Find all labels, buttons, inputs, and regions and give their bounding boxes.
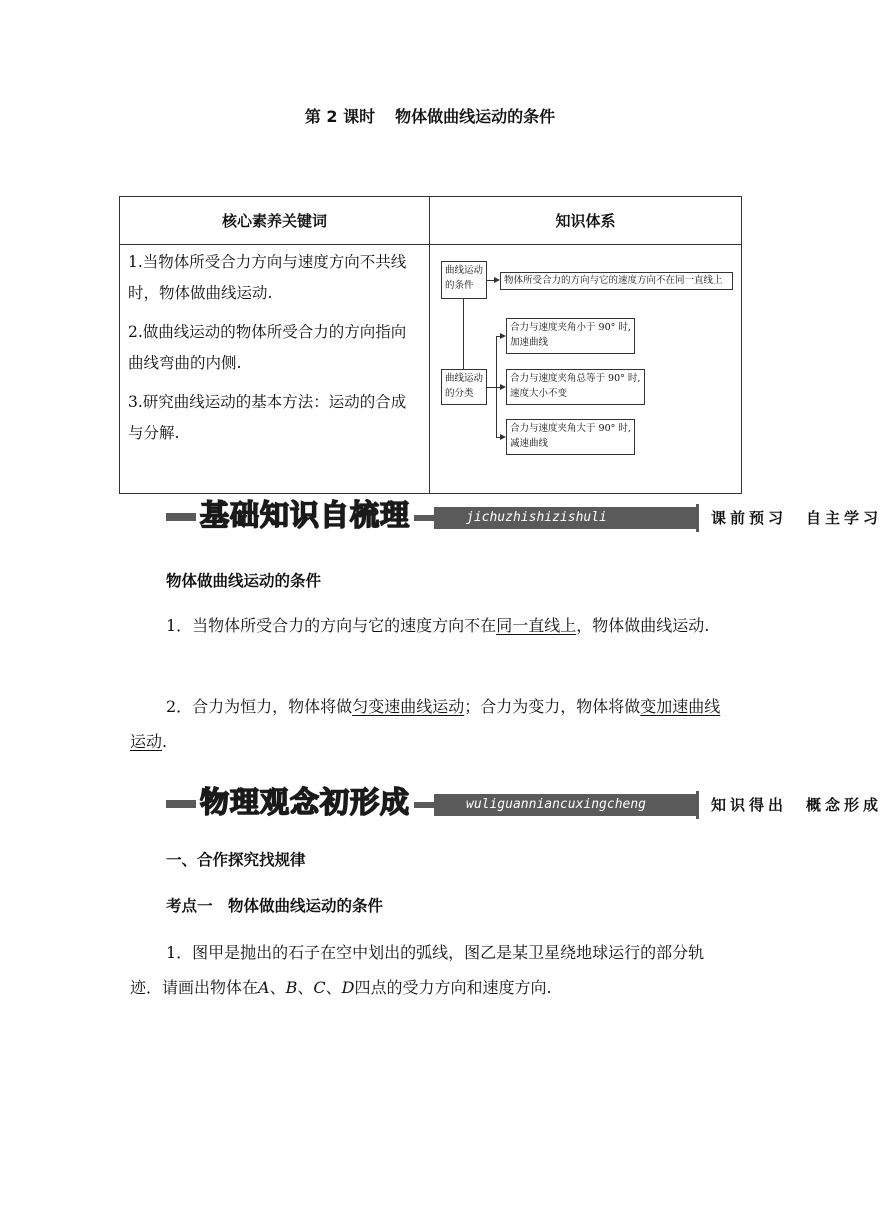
branch-line: 合力与速度夹角总等于 90° 时, — [510, 373, 641, 384]
condition-box: 物体所受合力的方向与它的速度方向不在同一直线上 — [500, 272, 733, 290]
page-title — [0, 104, 860, 127]
condition-label-box — [441, 261, 487, 299]
classification-label-line: 曲线运动 — [445, 373, 484, 384]
knowledge-diagram — [430, 245, 741, 493]
summary-table — [119, 196, 742, 494]
banner-pinyin: jichuzhishizishuli — [434, 507, 696, 529]
answer-underline: 变加速曲线运动 — [130, 697, 721, 751]
section-heading: 一、合作探究找规律 — [166, 851, 306, 869]
text-run: 2．合力为恒力，物体将做 — [166, 697, 353, 716]
banner-heading: 物理观念初形成 — [196, 785, 414, 819]
point-label: A — [258, 978, 270, 997]
text-run: ；合力为变力，物体将做 — [464, 697, 641, 716]
condition-label-line: 的条件 — [445, 280, 474, 291]
text-run: 、 — [325, 978, 342, 997]
banner-bar — [166, 513, 196, 515]
connector-line — [463, 299, 464, 369]
section-banner-basics — [166, 498, 882, 532]
keywords-header: 核心素养关键词 — [120, 197, 430, 245]
branch-line: 合力与速度夹角大于 90° 时, — [510, 423, 631, 434]
knowledge-header: 知识体系 — [430, 197, 742, 245]
text-run: 1．图甲是抛出的石子在空中划出的弧线，图乙是某卫星绕地球运行的部分轨迹．请画出物体在 — [130, 943, 705, 997]
connector-line — [487, 387, 496, 388]
banner-bar — [166, 800, 196, 802]
classification-label-box — [441, 369, 487, 405]
knowledge-cell — [430, 245, 742, 494]
subsection-heading: 考点一 物体做曲线运动的条件 — [166, 897, 384, 915]
branch-line: 减速曲线 — [510, 438, 549, 449]
keyword-item: 3.研究曲线运动的基本方法：运动的合成与分解. — [128, 393, 407, 442]
condition-label-line: 曲线运动 — [445, 265, 484, 276]
branch-line: 加速曲线 — [510, 337, 549, 348]
section-banner-concepts — [166, 785, 882, 819]
branch-decelerate-box — [506, 419, 635, 455]
branch-line: 速度大小不变 — [510, 388, 568, 399]
banner-heading: 基础知识自梳理 — [196, 498, 414, 532]
paragraph-2 — [130, 689, 730, 759]
lesson-number: 第 2 课时 — [304, 107, 376, 126]
classification-label-line: 的分类 — [445, 388, 474, 399]
branch-line: 合力与速度夹角小于 90° 时, — [510, 322, 631, 333]
paragraph-1 — [130, 608, 730, 643]
point-label: D — [341, 978, 355, 997]
text-run: 四点的受力方向和速度方向. — [354, 978, 552, 997]
text-run: 、 — [297, 978, 314, 997]
banner-tag: 知识得出 概念形成 — [696, 791, 860, 819]
text-run: 1．当物体所受合力的方向与它的速度方向不在 — [166, 616, 497, 635]
answer-underline: 同一直线上 — [496, 616, 577, 635]
section-heading: 物体做曲线运动的条件 — [166, 572, 322, 590]
text-run: ，物体做曲线运动. — [576, 616, 710, 635]
banner-pinyin: wuliguanniancuxingcheng — [434, 794, 696, 816]
text-run: . — [162, 732, 168, 751]
branch-constant-speed-box — [506, 369, 645, 405]
answer-underline: 匀变速曲线运动 — [352, 697, 465, 716]
keyword-item: 1.当物体所受合力方向与速度方向不共线时，物体做曲线运动. — [128, 253, 407, 302]
branch-accelerate-box — [506, 318, 635, 354]
point-label: B — [285, 978, 298, 997]
keywords-cell — [120, 245, 430, 494]
text-run: 、 — [269, 978, 286, 997]
paragraph-3 — [130, 935, 730, 1005]
banner-tag: 课前预习 自主学习 — [696, 504, 860, 532]
lesson-topic: 物体做曲线运动的条件 — [395, 107, 556, 126]
point-label: C — [313, 978, 326, 997]
keyword-item: 2.做曲线运动的物体所受合力的方向指向曲线弯曲的内侧. — [128, 323, 407, 372]
